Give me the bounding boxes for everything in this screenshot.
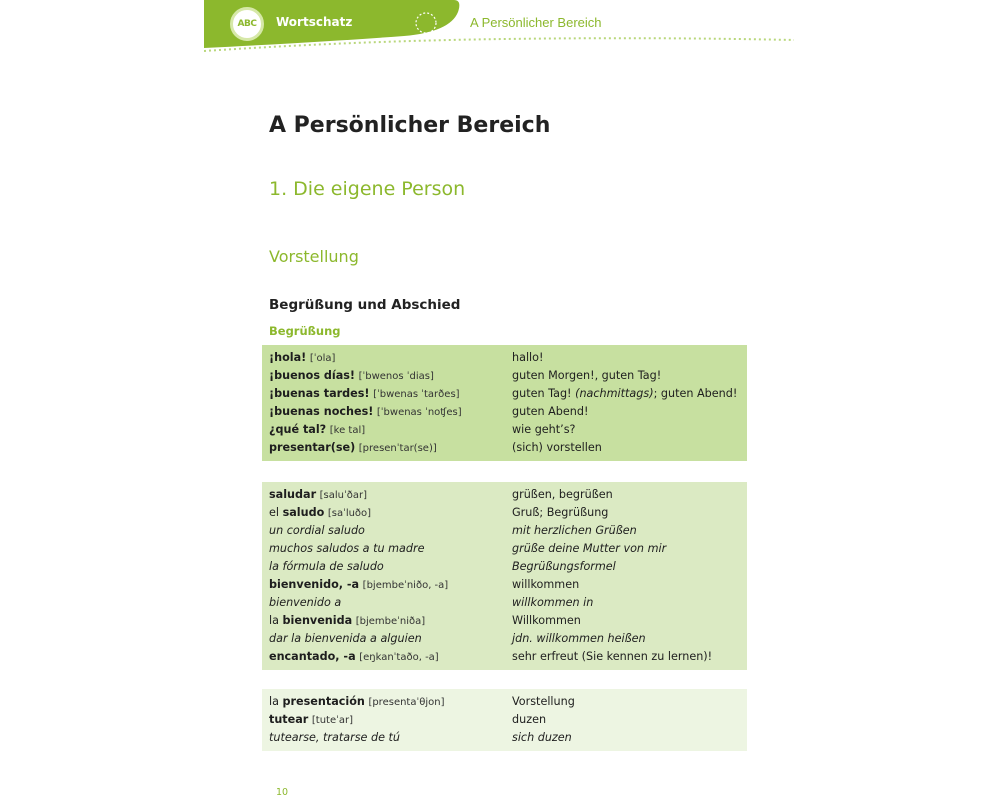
german-example: Begrüßungsformel — [512, 560, 616, 573]
vocab-row — [269, 504, 747, 522]
chapter-title: A Persönlicher Bereich — [269, 113, 551, 138]
german-translation: (sich) vorstellen — [512, 441, 602, 454]
spanish-term — [269, 711, 512, 729]
example-row — [269, 558, 747, 576]
pronunciation: [ˈbwenas ˈtarðes] — [373, 389, 460, 400]
lemma: ¡hola! — [269, 351, 307, 364]
lemma: saludar — [269, 488, 317, 501]
lemma: saludo — [282, 506, 325, 519]
spanish-term — [269, 367, 512, 385]
topic-subtitle: Begrüßung — [269, 324, 341, 338]
spanish-term — [269, 486, 512, 504]
german-translation: guten Abend! — [512, 405, 589, 418]
vocab-group-3 — [262, 689, 747, 751]
vocab-group-2 — [262, 482, 747, 670]
vocab-row — [269, 612, 747, 630]
vocab-row — [269, 576, 747, 594]
vocab-row — [269, 693, 747, 711]
example-row — [269, 729, 747, 747]
german-translation: Vorstellung — [512, 695, 575, 708]
abc-badge-icon: ABC — [230, 7, 264, 41]
vocab-group-1 — [262, 345, 747, 461]
lemma: tutear — [269, 713, 309, 726]
german-example: sich duzen — [512, 731, 572, 744]
lemma: presentar(se) — [269, 441, 356, 454]
german-translation: wie geht’s? — [512, 423, 576, 436]
spanish-term — [269, 576, 512, 594]
spanish-term — [269, 504, 512, 522]
pronunciation: [ke tal] — [329, 425, 366, 436]
pronunciation: [presenˈtar(se)] — [358, 443, 437, 454]
german-translation: grüßen, begrüßen — [512, 488, 613, 501]
spanish-term — [269, 403, 512, 421]
lemma: bienvenido, -a — [269, 578, 360, 591]
german-translation: hallo! — [512, 351, 544, 364]
spanish-term — [269, 385, 512, 403]
spanish-example: bienvenido a — [269, 596, 342, 609]
spanish-example: dar la bienvenida a alguien — [269, 632, 422, 645]
pronunciation: [ˈola] — [309, 353, 336, 364]
pronunciation: [bjembeˈniðo, -a] — [362, 580, 449, 591]
vocab-row — [269, 486, 747, 504]
spanish-term — [269, 612, 512, 630]
spanish-term — [269, 693, 512, 711]
vocab-row — [269, 403, 747, 421]
section-title: 1. Die eigene Person — [269, 178, 466, 200]
article: el — [269, 506, 283, 519]
spanish-example: un cordial saludo — [269, 524, 365, 537]
header-title: Wortschatz — [276, 15, 353, 29]
german-example: jdn. willkommen heißen — [512, 632, 646, 645]
lemma: bienvenida — [282, 614, 353, 627]
example-row — [269, 540, 747, 558]
subsection-title: Vorstellung — [269, 247, 359, 266]
example-row — [269, 522, 747, 540]
german-translation: Willkommen — [512, 614, 581, 627]
article: la — [269, 614, 283, 627]
german-translation: Gruß; Begrüßung — [512, 506, 609, 519]
spanish-term — [269, 439, 512, 457]
spanish-example: tutearse, tratarse de tú — [269, 731, 400, 744]
pronunciation: [tuteˈar] — [311, 715, 354, 726]
german-translation: duzen — [512, 713, 547, 726]
german-example: willkommen in — [512, 596, 594, 609]
german-example: grüße deine Mutter von mir — [512, 542, 667, 555]
page-number: 10 — [276, 787, 289, 798]
german-translation: sehr erfreut (Sie kennen zu lernen)! — [512, 650, 713, 663]
translation-text: guten Tag! — [512, 387, 576, 400]
lemma: encantado, -a — [269, 650, 356, 663]
pronunciation: [ˈbwenas ˈnoʧes] — [376, 407, 462, 418]
german-translation: guten Morgen!, guten Tag! — [512, 369, 662, 382]
lemma: ¡buenas noches! — [269, 405, 374, 418]
german-example: mit herzlichen Grüßen — [512, 524, 637, 537]
vocab-row — [269, 648, 747, 666]
pronunciation: [bjembeˈniða] — [355, 616, 426, 627]
spanish-example: muchos saludos a tu madre — [269, 542, 425, 555]
header-section-label: A Persönlicher Bereich — [470, 15, 602, 30]
spanish-term — [269, 648, 512, 666]
pronunciation: [ˈbwenos ˈdias] — [358, 371, 434, 382]
translation-text-after: ; guten Abend! — [653, 387, 738, 400]
german-translation: willkommen — [512, 578, 580, 591]
lemma: ¡buenos días! — [269, 369, 356, 382]
lemma: presentación — [282, 695, 365, 708]
vocab-row — [269, 385, 747, 403]
pronunciation: [eŋkanˈtaðo, -a] — [359, 652, 439, 663]
vocab-row — [269, 711, 747, 729]
german-translation — [512, 385, 747, 403]
lemma: ¡buenas tardes! — [269, 387, 370, 400]
vocab-row — [269, 439, 747, 457]
vocab-row — [269, 367, 747, 385]
translation-note: (nachmittags) — [575, 387, 654, 400]
pronunciation: [saluˈðar] — [319, 490, 368, 501]
article: la — [269, 695, 283, 708]
header-banner — [204, 0, 804, 60]
example-row — [269, 594, 747, 612]
spanish-term — [269, 421, 512, 439]
vocab-row — [269, 349, 747, 367]
spanish-example: la fórmula de saludo — [269, 560, 384, 573]
lemma: ¿qué tal? — [269, 423, 327, 436]
spanish-term — [269, 349, 512, 367]
pronunciation: [saˈluðo] — [327, 508, 372, 519]
pronunciation: [presentaˈθjon] — [368, 697, 445, 708]
example-row — [269, 630, 747, 648]
vocab-row — [269, 421, 747, 439]
topic-title: Begrüßung und Abschied — [269, 297, 461, 313]
